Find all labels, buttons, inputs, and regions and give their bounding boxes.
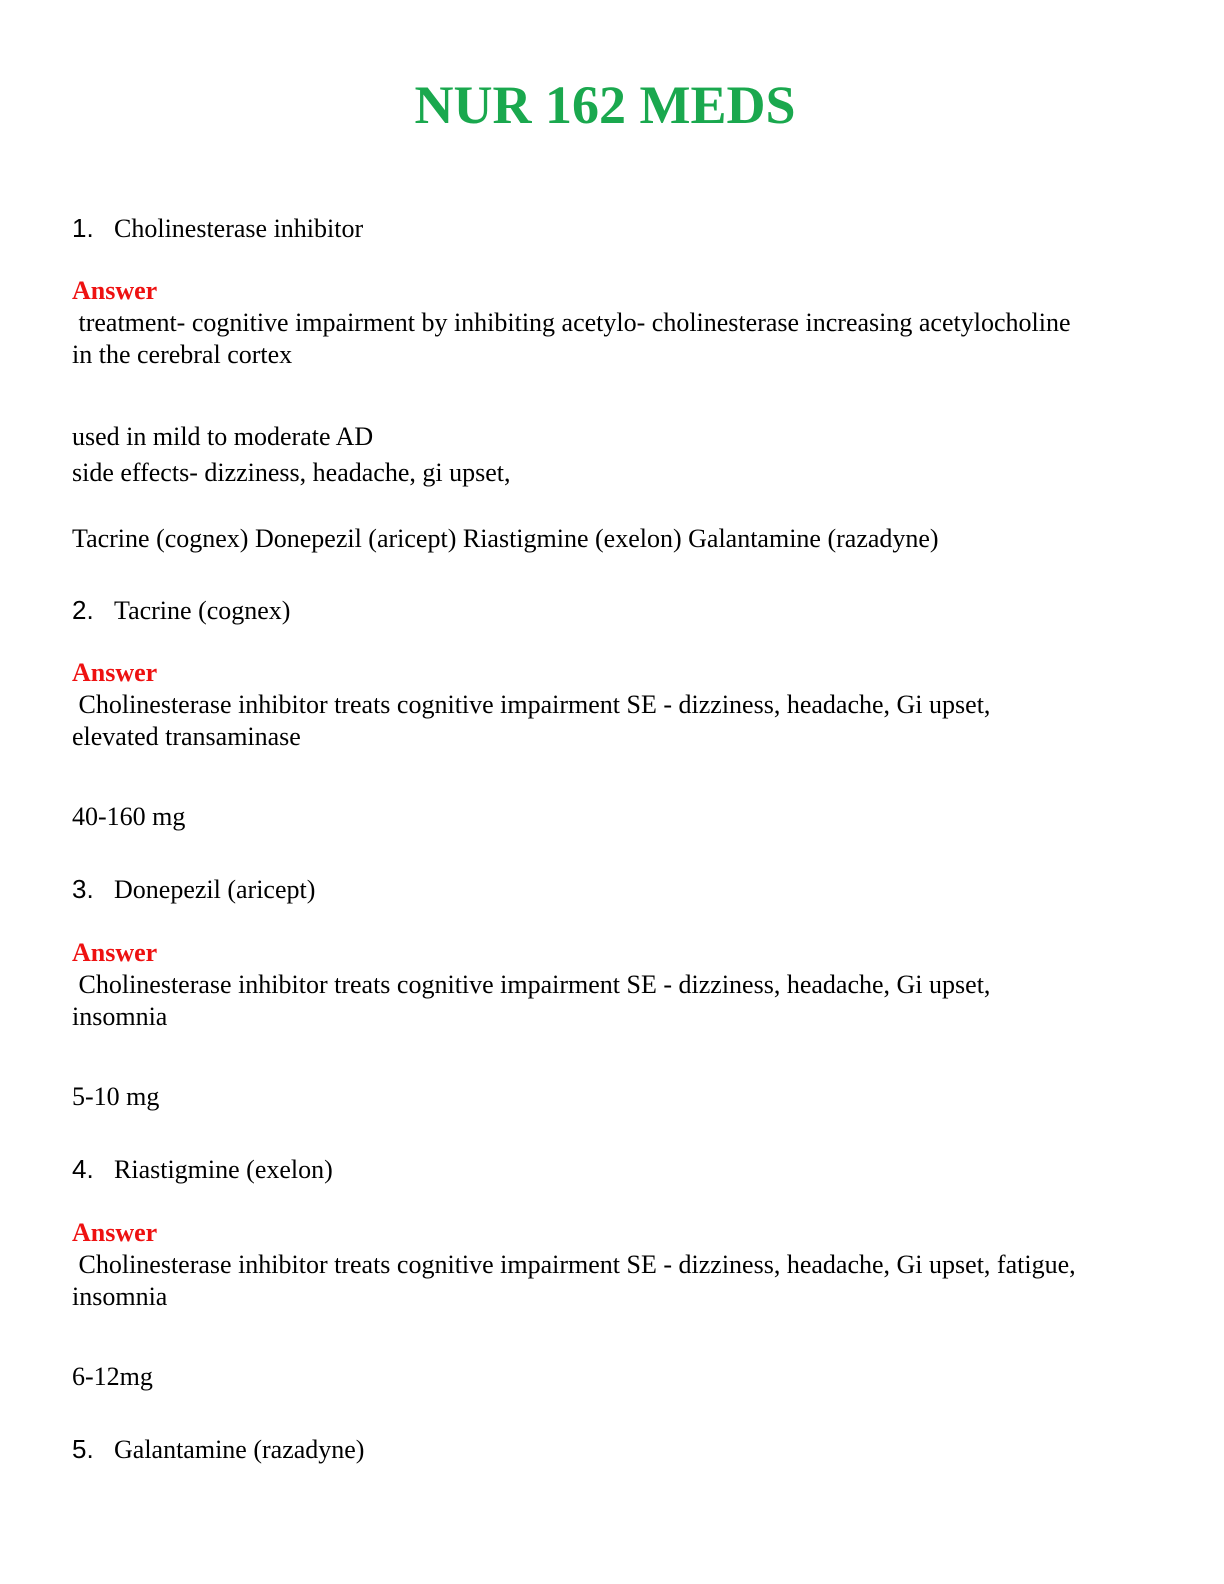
- answer-line: in the cerebral cortex: [72, 340, 293, 369]
- question-2-line: [72, 594, 1152, 627]
- answer-label: Answer: [72, 276, 158, 305]
- answer-4: [72, 1217, 1152, 1313]
- answer-line: elevated transaminase: [72, 722, 301, 751]
- drug-list-line: Tacrine (cognex) Donepezil (aricept) Riastigmine (exelon) Galantamine (razadyne): [72, 524, 939, 553]
- answer-line: Cholinesterase inhibitor treats cognitive impairment SE - dizziness, headache, Gi upset,: [72, 690, 991, 719]
- question-3-line: [72, 873, 1152, 906]
- note-line: side effects- dizziness, headache, gi upset,: [72, 458, 511, 487]
- question-number: 5.: [72, 1434, 94, 1464]
- answer-line: insomnia: [72, 1282, 168, 1311]
- answer-line: insomnia: [72, 1002, 168, 1031]
- question-number: 3.: [72, 874, 94, 904]
- answer-label: Answer: [72, 938, 158, 967]
- question-1-line: [72, 212, 1152, 245]
- answer-label: Answer: [72, 658, 158, 687]
- answer-line: Cholinesterase inhibitor treats cognitive impairment SE - dizziness, headache, Gi upset,: [72, 970, 991, 999]
- question-5-line: [72, 1433, 1152, 1466]
- page-title: NUR 162 MEDS: [414, 75, 796, 135]
- answer-line: Cholinesterase inhibitor treats cognitive impairment SE - dizziness, headache, Gi upset, fatigue,: [72, 1250, 1076, 1279]
- answer-line: treatment- cognitive impairment by inhibiting acetylo- cholinesterase increasing acetylocholine: [72, 308, 1071, 337]
- answer-2: [72, 657, 1152, 753]
- dose-text: 5-10 mg: [72, 1082, 160, 1111]
- drug-list: [72, 523, 1152, 555]
- question-text: Donepezil (aricept): [114, 875, 316, 904]
- answer-label: Answer: [72, 1218, 158, 1247]
- dose-text: 6-12mg: [72, 1362, 153, 1391]
- note-1: [72, 421, 1152, 489]
- question-number: 1.: [72, 213, 94, 243]
- question-text: Cholinesterase inhibitor: [114, 214, 364, 243]
- question-text: Tacrine (cognex): [114, 596, 291, 625]
- dose-text: 40-160 mg: [72, 802, 186, 831]
- note-line: used in mild to moderate AD: [72, 422, 374, 451]
- dose-3: [72, 1081, 1152, 1113]
- question-4-line: [72, 1153, 1152, 1186]
- answer-1: [72, 275, 1152, 371]
- answer-3: [72, 937, 1152, 1033]
- question-number: 2.: [72, 595, 94, 625]
- dose-2: [72, 801, 1152, 833]
- question-text: Galantamine (razadyne): [114, 1435, 365, 1464]
- question-number: 4.: [72, 1154, 94, 1184]
- dose-4: [72, 1361, 1152, 1393]
- question-text: Riastigmine (exelon): [114, 1155, 333, 1184]
